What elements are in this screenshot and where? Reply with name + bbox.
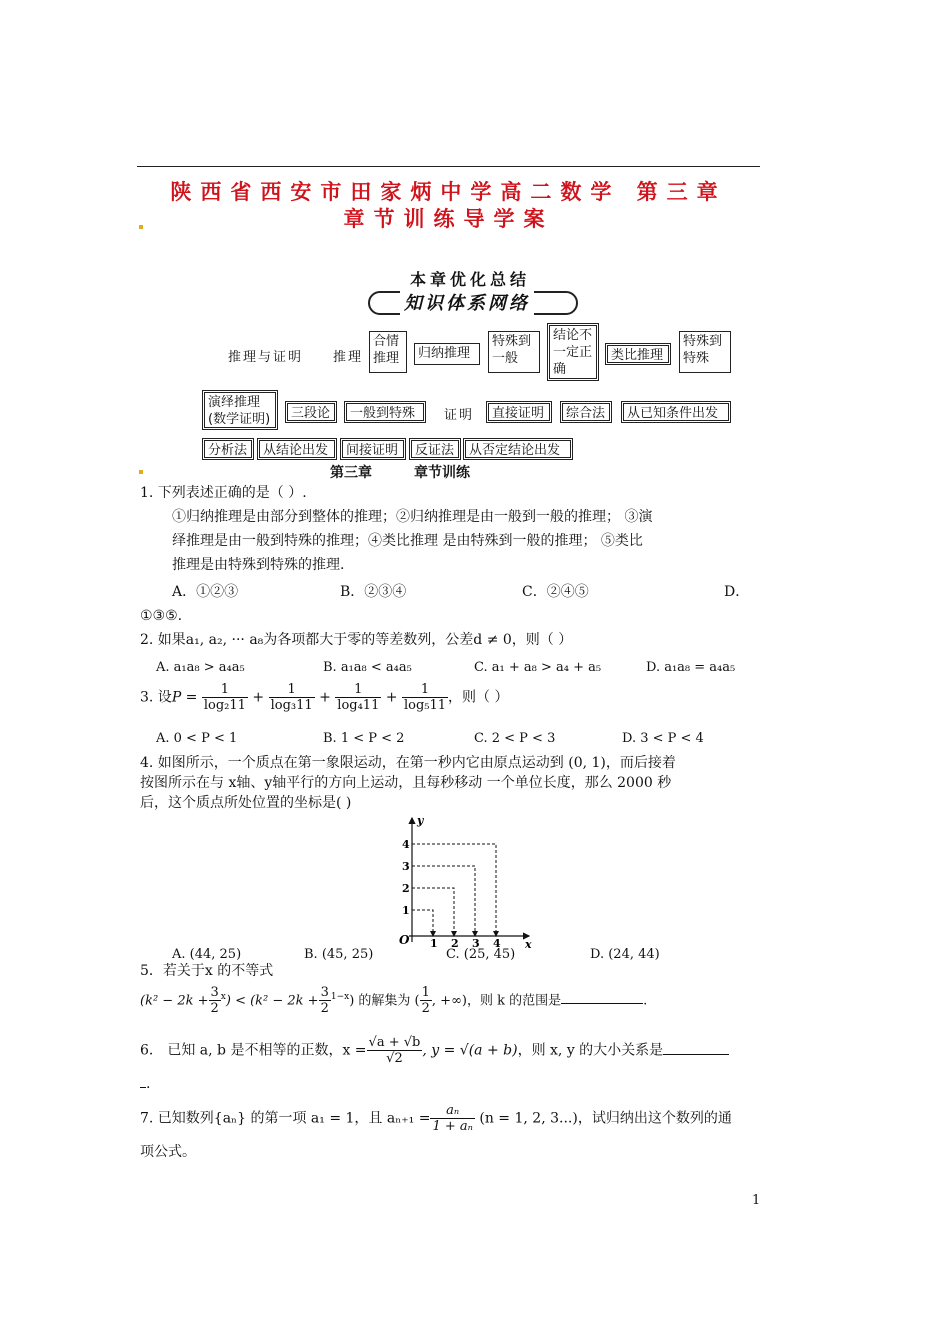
q1-option-d-value: ①③⑤.: [140, 608, 183, 624]
q1-option-a: A．①②③: [172, 584, 239, 600]
y-tick-2: 2: [402, 882, 410, 895]
y-tick-3: 3: [402, 860, 410, 873]
y-tick-1: 1: [402, 904, 410, 917]
q4-option-d: D. (24, 44): [590, 947, 660, 962]
header-rule: [137, 166, 760, 167]
q2-option-a: A. a₁a₈ > a₄a₅: [156, 660, 245, 675]
q6-stem: 6． 已知 a, b 是不相等的正数，x = $\frac{√a + √b}{√2}$ , y = √(a + b)，则 x, y 的大小关系是: [140, 1035, 729, 1066]
q3-fraction-3: $\frac{1}{\text{log₄11}}$: [337, 682, 380, 713]
box-analytic-method: 分析法: [202, 438, 254, 460]
q3-option-d: D. 3 < P < 4: [622, 731, 704, 746]
box-proof-by-contradiction: 反证法: [409, 438, 461, 460]
page-number: 1: [752, 1193, 761, 1208]
q4-option-b: B. (45, 25): [304, 947, 374, 962]
reasoning-label: 推理: [333, 350, 364, 365]
box-general-to-special: 一般到特殊: [344, 401, 426, 423]
box-special-to-special: 特殊到特殊: [679, 331, 731, 373]
box-indirect-proof: 间接证明: [340, 438, 406, 460]
q2-option-c: C. a₁ + a₈ > a₄ + a₅: [474, 660, 602, 675]
mark-dot: [139, 225, 143, 229]
box-synthetic-method: 综合法: [560, 401, 612, 423]
q3-fraction-2: $\frac{1}{\text{log₃11}}$: [270, 682, 313, 713]
q1-option-c: C．②④⑤: [522, 584, 589, 600]
box-analogical-reasoning: 类比推理: [605, 343, 671, 365]
network-ribbon-label: 知识体系网络: [400, 289, 534, 315]
q5-inequality: (k² − 2k + $\frac{3}{2}$ $^x$) < (k² − 2k + $\frac{3}{2}$ $^{1-x}$) 的解集为 ( $\frac{1}{2}$ , +∞)，则 k 的范围是 .: [140, 985, 648, 1017]
q1-stem: 1. 下列表述正确的是（ ）.: [140, 485, 307, 501]
q6-end: .: [140, 1072, 150, 1096]
box-syllogism: 三段论: [285, 401, 337, 423]
q1-body-line1: ①归纳推理是由部分到整体的推理；②归纳推理是由一般到一般的推理； ③演: [172, 509, 653, 525]
x-tick-1: 1: [430, 937, 438, 948]
y-tick-4: 4: [402, 838, 410, 851]
box-conclusion-uncertain: 结论不一定正确: [547, 323, 599, 381]
q4-line3: 后，这个质点所处位置的坐标是( ): [140, 795, 352, 811]
q4-option-a: A. (44, 25): [172, 947, 242, 962]
q7-stem: 7. 已知数列{aₙ} 的第一项 a₁ = 1，且 aₙ₊₁ = $\frac{\text{aₙ}}{\text{1 + aₙ}}$ (n = 1, 2, 3...)，试归纳出这个数列的通: [140, 1103, 732, 1134]
page-title-line1: 陕西省西安市田家炳中学高二数学 第三章: [170, 180, 727, 204]
box-from-known-conditions: 从已知条件出发: [621, 401, 731, 423]
q2-option-d: D. a₁a₈ = a₄a₅: [646, 660, 736, 675]
q2-option-b: B. a₁a₈ < a₄a₅: [323, 660, 412, 675]
box-deductive-reasoning: 演绎推理(数学证明): [202, 390, 278, 430]
q3-option-b: B. 1 < P < 2: [323, 731, 405, 746]
x-tick-4: 4: [493, 937, 501, 948]
section-heading: 第三章 章节训练: [330, 465, 470, 481]
box-inductive-reasoning: 归纳推理: [414, 343, 480, 365]
box-special-to-general: 特殊到一般: [488, 331, 540, 373]
q4-line1: 4. 如图所示，一个质点在第一象限运动，在第一秒内它由原点运动到 (0, 1)，而后接着: [140, 755, 676, 771]
network-ribbon: [368, 291, 578, 315]
q3-fraction-1: $\frac{1}{\text{log₂11}}$: [203, 682, 246, 713]
q1-option-d: D．: [724, 584, 750, 600]
x-tick-2: 2: [451, 937, 459, 948]
box-from-negated-conclusion: 从否定结论出发: [463, 438, 573, 460]
q1-option-b: B．②③④: [340, 584, 407, 600]
mark-dot: [139, 470, 143, 474]
origin-label: O: [399, 933, 410, 947]
q2-stem: 2. 如果a₁, a₂, ··· a₈为各项都大于零的等差数列，公差d ≠ 0，则（ ）: [140, 632, 573, 648]
page-title-line2: 章节训练导学案: [343, 207, 554, 231]
proof-label: 证明: [444, 408, 475, 423]
y-axis-label: y: [417, 814, 424, 827]
q3-fraction-4: $\frac{1}{\text{log₅11}}$: [403, 682, 447, 713]
box-direct-proof: 直接证明: [486, 401, 552, 423]
network-heading: 本章优化总结: [410, 270, 531, 289]
box-from-conclusion: 从结论出发: [257, 438, 337, 460]
q1-body-line2: 绎推理是由一般到特殊的推理；④类比推理 是由特殊到一般的推理； ⑤类比: [172, 533, 643, 549]
q7-line2: 项公式。: [140, 1144, 196, 1160]
q4-figure: [395, 812, 535, 948]
box-plausible-reasoning: 合情推理: [369, 331, 407, 373]
q3-option-c: C. 2 < P < 3: [474, 731, 556, 746]
q4-option-c: C. (25, 45): [446, 947, 516, 962]
q4-line2: 按图所示在与 x轴、y轴平行的方向上运动，且每秒移动 一个单位长度，那么 2000 秒: [140, 775, 672, 791]
x-tick-3: 3: [472, 937, 480, 948]
root-label: 推理与证明: [228, 350, 304, 365]
x-axis-label: x: [525, 938, 532, 948]
q5-stem: 5．若关于x 的不等式: [140, 963, 274, 979]
q3-stem: 3. 设P = $\frac{1}{\text{log₂11}}$ + $\frac{1}{\text{log₃11}}$ + $\frac{1}{\text{log₄11}}$ + $\frac{1}{\text{log₅11}}$ ，则（ ）: [140, 682, 509, 713]
q3-option-a: A. 0 < P < 1: [156, 731, 238, 746]
q1-body-line3: 推理是由特殊到特殊的推理.: [172, 557, 345, 573]
